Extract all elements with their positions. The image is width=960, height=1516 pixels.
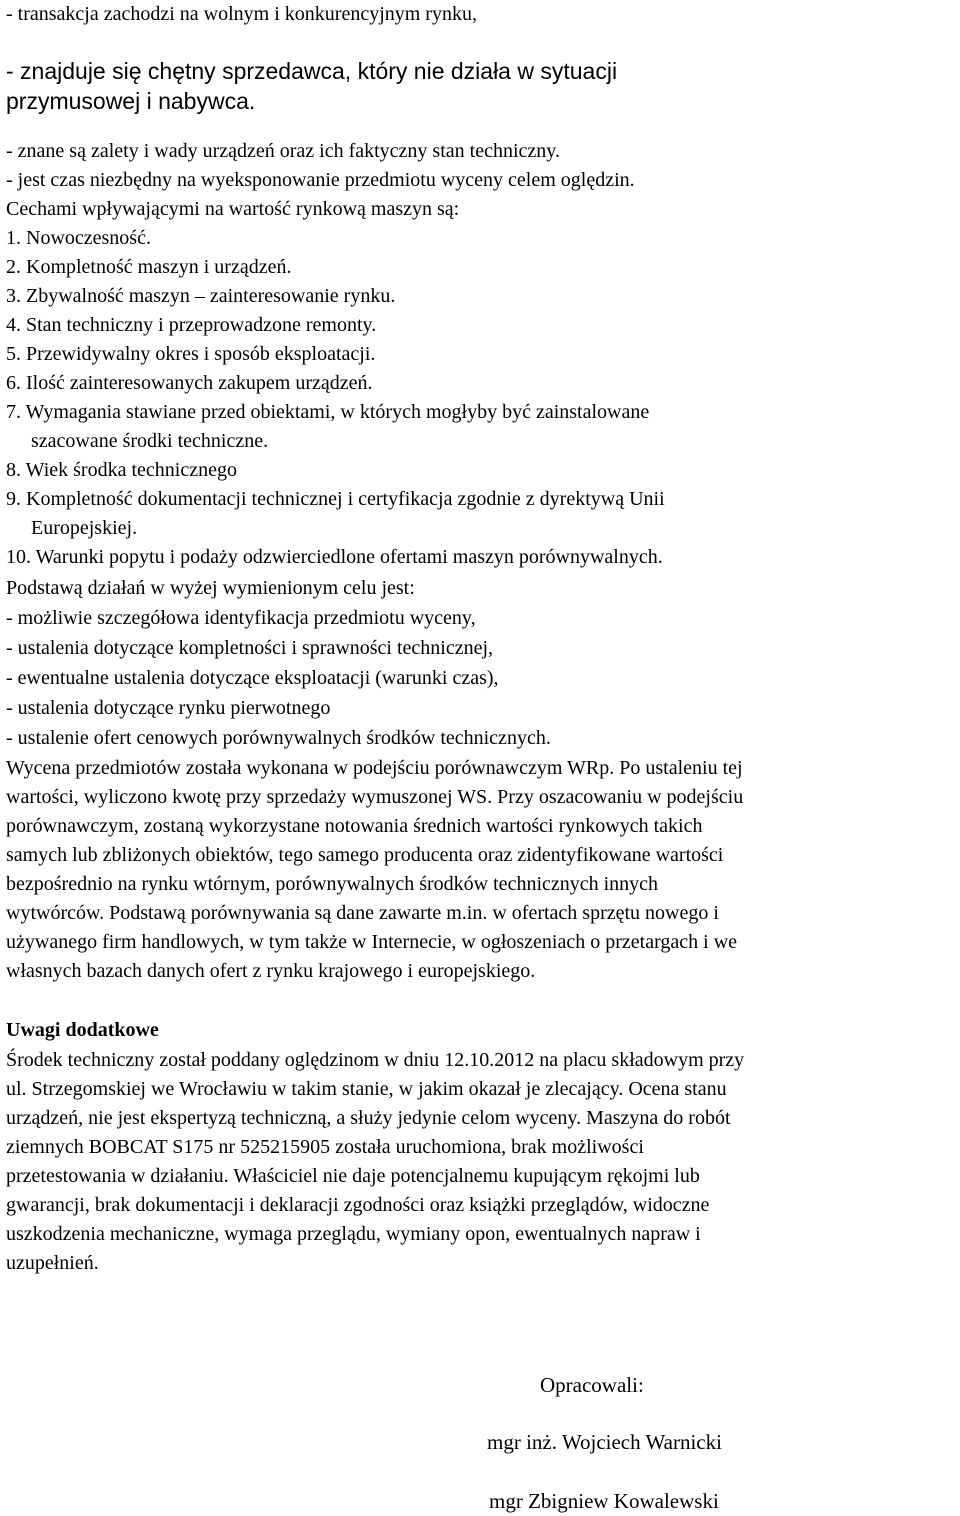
remarks-heading: Uwagi dodatkowe (6, 1019, 159, 1041)
feature-item: 1. Nowoczesność. (6, 227, 151, 249)
feature-item: 2. Kompletność maszyn i urządzeń. (6, 256, 292, 278)
feature-item: 4. Stan techniczny i przeprowadzone remonty. (6, 314, 377, 336)
valuation-paragraph-line: porównawczym, zostaną wykorzystane notowania średnich wartości rynkowych takich (6, 815, 703, 837)
basis-item: - ustalenia dotyczące kompletności i sprawności technicznej, (6, 637, 494, 659)
feature-item: 6. Ilość zainteresowanych zakupem urządzeń. (6, 372, 373, 394)
valuation-paragraph-line: samych lub zbliżonych obiektów, tego samego producenta oraz zidentyfikowane wartości (6, 844, 724, 866)
condition-line: przymusowej i nabywca. (6, 88, 256, 114)
valuation-paragraph-line: własnych bazach danych ofert z rynku krajowego i europejskiego. (6, 960, 536, 982)
valuation-paragraph-line: wytwórców. Podstawą porównywania są dane zawarte m.in. w ofertach sprzętu nowego i (6, 902, 719, 924)
remarks-paragraph-line: ul. Strzegomskiej we Wrocławiu w takim stanie, w jakim okazał je zlecający. Ocena stanu (6, 1078, 727, 1100)
basis-item: - możliwie szczegółowa identyfikacja przedmiotu wyceny, (6, 607, 476, 629)
basis-heading: Podstawą działań w wyżej wymienionym celu jest: (6, 577, 415, 599)
basis-item: - ewentualne ustalenia dotyczące eksploatacji (warunki czas), (6, 667, 499, 689)
feature-item: 9. Kompletność dokumentacji technicznej i certyfikacja zgodnie z dyrektywą Unii (6, 488, 665, 510)
condition-line: - znajduje się chętny sprzedawca, który nie działa w sytuacji (6, 58, 618, 84)
condition-line: - znane są zalety i wady urządzeń oraz ich faktyczny stan techniczny. (6, 140, 560, 162)
signature-label: Opracowali: (540, 1373, 644, 1397)
signature-author: mgr Zbigniew Kowalewski (489, 1489, 719, 1513)
feature-item: 8. Wiek środka technicznego (6, 459, 237, 481)
valuation-paragraph-line: używanego firm handlowych, w tym także w Internecie, w ogłoszeniach o przetargach i we (6, 931, 738, 953)
feature-item: 3. Zbywalność maszyn – zainteresowanie rynku. (6, 285, 396, 307)
feature-item-continuation: szacowane środki techniczne. (31, 430, 269, 452)
remarks-paragraph-line: przetestowania w działaniu. Właściciel nie daje potencjalnemu kupującym rękojmi lub (6, 1165, 700, 1187)
feature-item: 10. Warunki popytu i podaży odzwierciedlone ofertami maszyn porównywalnych. (6, 546, 663, 568)
condition-line: - transakcja zachodzi na wolnym i konkurencyjnym rynku, (6, 3, 477, 25)
features-heading: Cechami wpływającymi na wartość rynkową maszyn są: (6, 198, 460, 220)
signature-author: mgr inż. Wojciech Warnicki (487, 1430, 722, 1454)
feature-item: 5. Przewidywalny okres i sposób eksploatacji. (6, 343, 376, 365)
valuation-paragraph-line: Wycena przedmiotów została wykonana w podejściu porównawczym WRp. Po ustaleniu tej (6, 757, 743, 779)
basis-item: - ustalenie ofert cenowych porównywalnych środków technicznych. (6, 727, 551, 749)
valuation-paragraph-line: bezpośrednio na rynku wtórnym, porównywalnych środków technicznych innych (6, 873, 659, 895)
condition-line: - jest czas niezbędny na wyeksponowanie przedmiotu wyceny celem oględzin. (6, 169, 635, 191)
feature-item-continuation: Europejskiej. (31, 517, 138, 539)
feature-item: 7. Wymagania stawiane przed obiektami, w których mogłyby być zainstalowane (6, 401, 650, 423)
remarks-paragraph-line: ziemnych BOBCAT S175 nr 525215905 została uruchomiona, brak możliwości (6, 1136, 644, 1158)
remarks-paragraph-line: uszkodzenia mechaniczne, wymaga przeglądu, wymiany opon, ewentualnych napraw i (6, 1223, 701, 1245)
remarks-paragraph-line: uzupełnień. (6, 1252, 99, 1274)
remarks-paragraph-line: urządzeń, nie jest ekspertyzą techniczną, a służy jedynie celom wyceny. Maszyna do robót (6, 1107, 731, 1129)
remarks-paragraph-line: Środek techniczny został poddany oględzinom w dniu 12.10.2012 na placu składowym przy (6, 1049, 745, 1071)
basis-item: - ustalenia dotyczące rynku pierwotnego (6, 697, 331, 719)
valuation-paragraph-line: wartości, wyliczono kwotę przy sprzedaży wymuszonej WS. Przy oszacowaniu w podejściu (6, 786, 744, 808)
remarks-paragraph-line: gwarancji, brak dokumentacji i deklaracji zgodności oraz książki przeglądów, widoczne (6, 1194, 710, 1216)
